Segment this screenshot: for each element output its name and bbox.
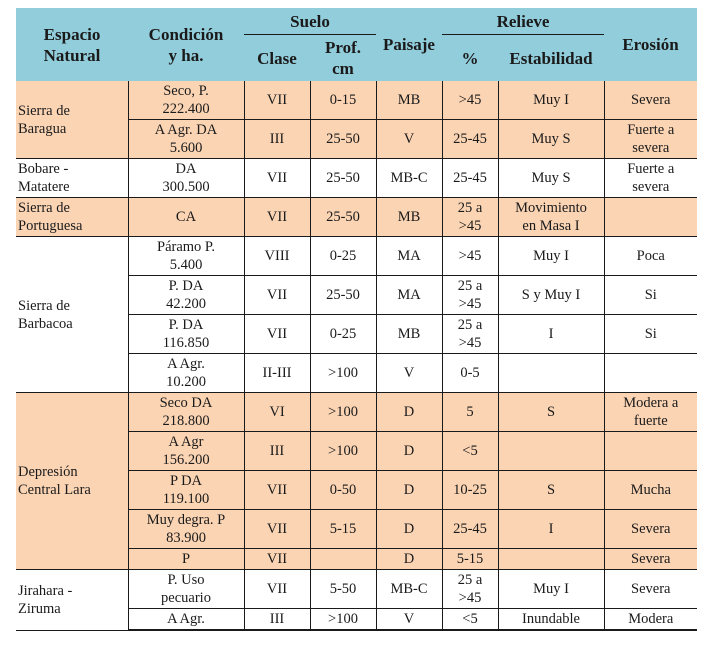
cell-clase: VII [244, 570, 310, 609]
col-header-erosion: Erosión [604, 8, 697, 81]
cell-pct: 25-45 [442, 120, 498, 159]
col-header-paisaje: Paisaje [376, 8, 442, 81]
table-row [16, 393, 697, 432]
cell-paisaje: MB [376, 81, 442, 120]
cell-condicion: DA 300.500 [128, 159, 244, 198]
cell-estabilidad: Inundable [498, 609, 604, 631]
soil-table [16, 8, 697, 631]
cell-espacio: Sierra de Barbacoa [16, 237, 128, 393]
cell-estabilidad [498, 549, 604, 570]
cell-erosion: Severa [604, 570, 697, 609]
col-header-estabilidad: Estabilidad [498, 35, 604, 82]
table-row [16, 570, 697, 609]
cell-clase: VII [244, 198, 310, 237]
cell-paisaje: MA [376, 276, 442, 315]
cell-erosion: Severa [604, 549, 697, 570]
cell-prof [310, 549, 376, 570]
cell-estabilidad: Movimiento en Masa I [498, 198, 604, 237]
cell-paisaje: V [376, 120, 442, 159]
cell-estabilidad [498, 432, 604, 471]
cell-prof: >100 [310, 354, 376, 393]
cell-condicion: A Agr. DA 5.600 [128, 120, 244, 159]
cell-espacio: Sierra de Baragua [16, 81, 128, 159]
cell-clase: VII [244, 315, 310, 354]
cell-prof: 0-25 [310, 237, 376, 276]
cell-espacio: Bobare - Matatere [16, 159, 128, 198]
col-header-espacio: Espacio Natural [16, 8, 128, 81]
cell-erosion: Fuerte a severa [604, 159, 697, 198]
col-header-pct: % [442, 35, 498, 82]
cell-paisaje: MB [376, 315, 442, 354]
col-header-clase: Clase [244, 35, 310, 82]
cell-erosion [604, 354, 697, 393]
cell-erosion: Poca [604, 237, 697, 276]
table-body [16, 81, 697, 630]
cell-espacio: Sierra de Portuguesa [16, 198, 128, 237]
table-row [16, 237, 697, 276]
cell-paisaje: D [376, 510, 442, 549]
cell-estabilidad: S [498, 471, 604, 510]
cell-clase: VII [244, 276, 310, 315]
cell-erosion: Modera a fuerte [604, 393, 697, 432]
cell-erosion: Fuerte a severa [604, 120, 697, 159]
cell-paisaje: D [376, 393, 442, 432]
cell-condicion: P. DA 116.850 [128, 315, 244, 354]
cell-espacio: Depresión Central Lara [16, 393, 128, 570]
cell-paisaje: MB-C [376, 159, 442, 198]
cell-clase: VII [244, 159, 310, 198]
cell-paisaje: MB [376, 198, 442, 237]
cell-pct: 5 [442, 393, 498, 432]
cell-paisaje: D [376, 432, 442, 471]
cell-estabilidad: I [498, 315, 604, 354]
cell-erosion: Severa [604, 510, 697, 549]
cell-estabilidad: S [498, 393, 604, 432]
cell-erosion: Si [604, 276, 697, 315]
cell-erosion: Si [604, 315, 697, 354]
cell-espacio: Jirahara - Ziruma [16, 570, 128, 631]
cell-pct: <5 [442, 432, 498, 471]
cell-estabilidad: Muy I [498, 570, 604, 609]
cell-clase: III [244, 120, 310, 159]
cell-estabilidad: Muy S [498, 159, 604, 198]
cell-condicion: P [128, 549, 244, 570]
cell-prof: 25-50 [310, 159, 376, 198]
cell-pct: 25 a >45 [442, 570, 498, 609]
cell-prof: 0-25 [310, 315, 376, 354]
cell-prof: >100 [310, 609, 376, 631]
col-header-prof: Prof. cm [310, 35, 376, 82]
cell-prof: 5-50 [310, 570, 376, 609]
cell-clase: VII [244, 510, 310, 549]
cell-pct: 10-25 [442, 471, 498, 510]
cell-prof: 0-50 [310, 471, 376, 510]
cell-clase: III [244, 432, 310, 471]
cell-condicion: A Agr. 10.200 [128, 354, 244, 393]
cell-condicion: Páramo P. 5.400 [128, 237, 244, 276]
cell-condicion: P. DA 42.200 [128, 276, 244, 315]
cell-pct: 25 a >45 [442, 276, 498, 315]
cell-pct: <5 [442, 609, 498, 631]
cell-pct: 25-45 [442, 510, 498, 549]
col-header-condicion: Condición y ha. [128, 8, 244, 81]
cell-estabilidad [498, 354, 604, 393]
cell-estabilidad: I [498, 510, 604, 549]
cell-erosion: Mucha [604, 471, 697, 510]
cell-estabilidad: Muy I [498, 237, 604, 276]
cell-prof: >100 [310, 432, 376, 471]
cell-prof: 0-15 [310, 81, 376, 120]
cell-clase: VII [244, 81, 310, 120]
cell-clase: III [244, 609, 310, 631]
cell-condicion: P DA 119.100 [128, 471, 244, 510]
cell-clase: VII [244, 549, 310, 570]
cell-prof: 25-50 [310, 276, 376, 315]
table-row [16, 198, 697, 237]
cell-clase: VIII [244, 237, 310, 276]
cell-pct: 25-45 [442, 159, 498, 198]
cell-condicion: A Agr. [128, 609, 244, 631]
cell-clase: II-III [244, 354, 310, 393]
cell-prof: 25-50 [310, 120, 376, 159]
cell-estabilidad: S y Muy I [498, 276, 604, 315]
cell-pct: >45 [442, 237, 498, 276]
cell-prof: 25-50 [310, 198, 376, 237]
cell-paisaje: V [376, 354, 442, 393]
group-header-suelo: Suelo [244, 8, 376, 35]
table-row [16, 81, 697, 120]
cell-condicion: P. Uso pecuario [128, 570, 244, 609]
cell-prof: 5-15 [310, 510, 376, 549]
cell-pct: 0-5 [442, 354, 498, 393]
cell-pct: >45 [442, 81, 498, 120]
cell-condicion: Seco, P. 222.400 [128, 81, 244, 120]
table-row [16, 159, 697, 198]
cell-condicion: Muy degra. P 83.900 [128, 510, 244, 549]
cell-condicion: A Agr 156.200 [128, 432, 244, 471]
cell-paisaje: D [376, 549, 442, 570]
cell-erosion: Severa [604, 81, 697, 120]
cell-pct: 5-15 [442, 549, 498, 570]
cell-erosion [604, 198, 697, 237]
cell-erosion: Modera [604, 609, 697, 631]
cell-prof: >100 [310, 393, 376, 432]
cell-paisaje: D [376, 471, 442, 510]
cell-erosion [604, 432, 697, 471]
cell-condicion: Seco DA 218.800 [128, 393, 244, 432]
cell-paisaje: MA [376, 237, 442, 276]
cell-estabilidad: Muy S [498, 120, 604, 159]
group-header-relieve: Relieve [442, 8, 604, 35]
cell-condicion: CA [128, 198, 244, 237]
cell-clase: VI [244, 393, 310, 432]
cell-pct: 25 a >45 [442, 315, 498, 354]
cell-clase: VII [244, 471, 310, 510]
cell-paisaje: MB-C [376, 570, 442, 609]
cell-paisaje: V [376, 609, 442, 631]
cell-pct: 25 a >45 [442, 198, 498, 237]
cell-estabilidad: Muy I [498, 81, 604, 120]
